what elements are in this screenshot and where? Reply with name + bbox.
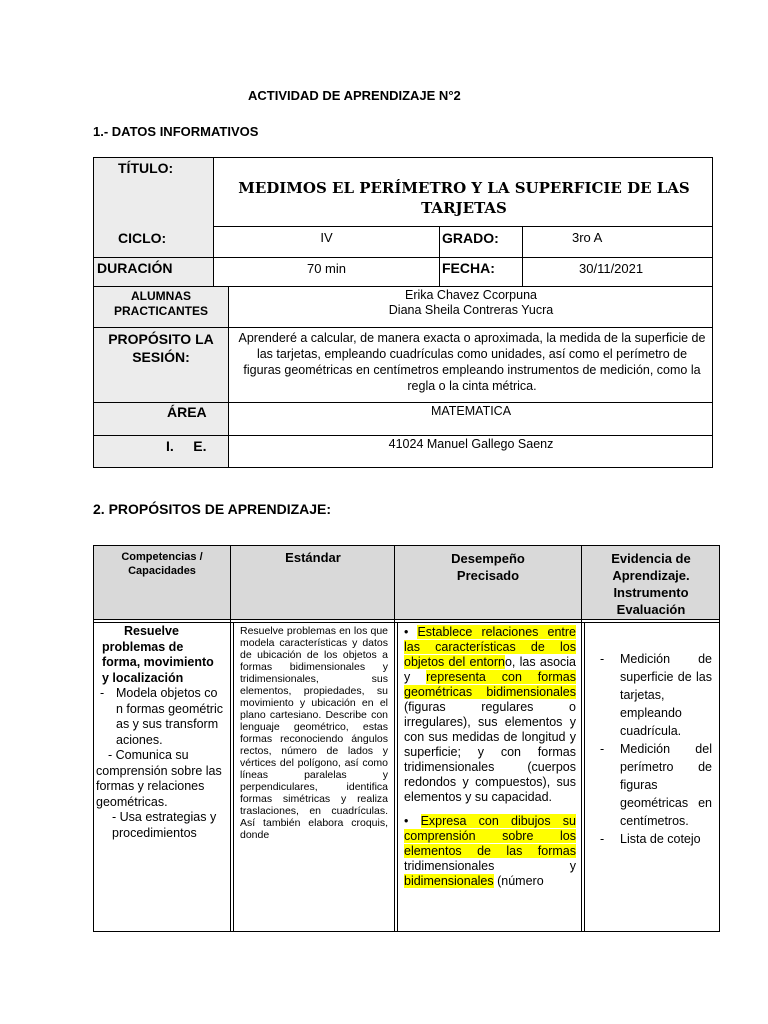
section-heading-datos: 1.- DATOS INFORMATIVOS — [93, 124, 259, 139]
titulo-label: TÍTULO: — [118, 160, 174, 176]
evidencia-item: - Medición de superficie de las tarjetas, empleando cuadrícula. — [594, 650, 712, 740]
evidencia-item: - Medición del perímetro de figuras geométricas en centímetros. — [594, 740, 712, 830]
ie-label-cell — [94, 436, 228, 467]
duracion-label: DURACIÓN — [97, 260, 173, 276]
document-title: ACTIVIDAD DE APRENDIZAJE N°2 — [248, 88, 461, 103]
section-heading-propositos: 2. PROPÓSITOS DE APRENDIZAJE: — [93, 501, 332, 517]
alumnas-label: ALUMNAS PRACTICANTES — [113, 289, 208, 318]
alumnas-value: Erika Chavez Ccorpuna Diana Sheila Contreras Yucra — [388, 288, 554, 317]
desempeno-1: • Establece relaciones entre las características de los objetos del entorno, las asocia y representa con formas geométricas bidimensionales (figuras regulares o irregulares), sus elementos y con sus medidas de longitud y superficie; y con formas tridimensionales (cuerpos redondos y compuestos), sus elementos y su capacidad. — [404, 625, 576, 804]
competencia-cell — [94, 624, 229, 841]
grado-value: 3ro A — [572, 230, 603, 245]
estandar-text: Resuelve problemas en los que modela características y datos de ubicación de los objetos a formas bidimensionales y tridimensionales, sus elementos, propiedades, su movimiento y ubicación en el plano cartesiano. Describe con lenguaje geométrico, estas formas reconociendo ángulos rectos, número de lados y vértices del polígono, así como líneas paralelas y perpendiculares, identifica formas simétricas y realiza traslaciones, en cuadrículas. Así también elabora croquis, donde — [240, 625, 388, 841]
fecha-value: 30/11/2021 — [579, 261, 644, 276]
ciclo-label: CICLO: — [118, 230, 167, 246]
area-label-cell — [94, 403, 228, 435]
desempeno-cell — [404, 625, 576, 931]
header-competencias: Competencias / Capacidades — [121, 551, 203, 577]
capacidad-comunica: - Comunica su comprensión sobre las formas y relaciones geométricas. — [96, 748, 222, 809]
evidencia-item: - Lista de cotejo — [594, 830, 712, 848]
duracion-value: 70 min — [306, 261, 347, 276]
ciclo-value: IV — [320, 230, 333, 245]
competencia-title: Resuelve problemas de forma, movimiento y localización — [102, 624, 214, 685]
proposito-value: Aprenderé a calcular, de manera exacta o aproximada, la medida de la superficie de las tarjetas, empleando cuadrículas como unidades, así como el perímetro de figuras geométricas en centímetros empleando instrumentos de medición, como la regla o la cinta métrica. — [238, 331, 706, 393]
proposito-label: PROPÓSITO LA SESIÓN: — [108, 331, 214, 365]
evidencia-cell — [590, 650, 712, 848]
area-label: ÁREA — [167, 404, 207, 420]
ie-label: I. E. — [166, 438, 207, 454]
datos-informativos-table — [93, 157, 713, 468]
header-evidencia: Evidencia de Aprendizaje. Instrumento Evaluación — [611, 551, 691, 617]
header-estandar: Estándar — [285, 550, 341, 565]
ie-value: 41024 Manuel Gallego Saenz — [388, 437, 554, 451]
titulo-value: MEDIMOS EL PERÍMETRO Y LA SUPERFICIE DE LAS TARJETAS — [238, 179, 690, 217]
header-desempeno: Desempeño Precisado — [451, 551, 525, 583]
fecha-label: FECHA: — [442, 260, 495, 276]
capacidad-estrategias: - Usa estrategias y procedimientos — [112, 810, 217, 840]
capacidad-modela: - Modela objetos con formas geométricas y sus transformaciones. — [94, 686, 229, 748]
propositos-table — [93, 545, 720, 932]
grado-label: GRADO: — [442, 230, 499, 246]
desempeno-2: • Expresa con dibujos su comprensión sobre los elementos de las formas tridimensionales y bidimensionales (número — [404, 814, 576, 888]
area-value: MATEMATICA — [430, 404, 512, 418]
